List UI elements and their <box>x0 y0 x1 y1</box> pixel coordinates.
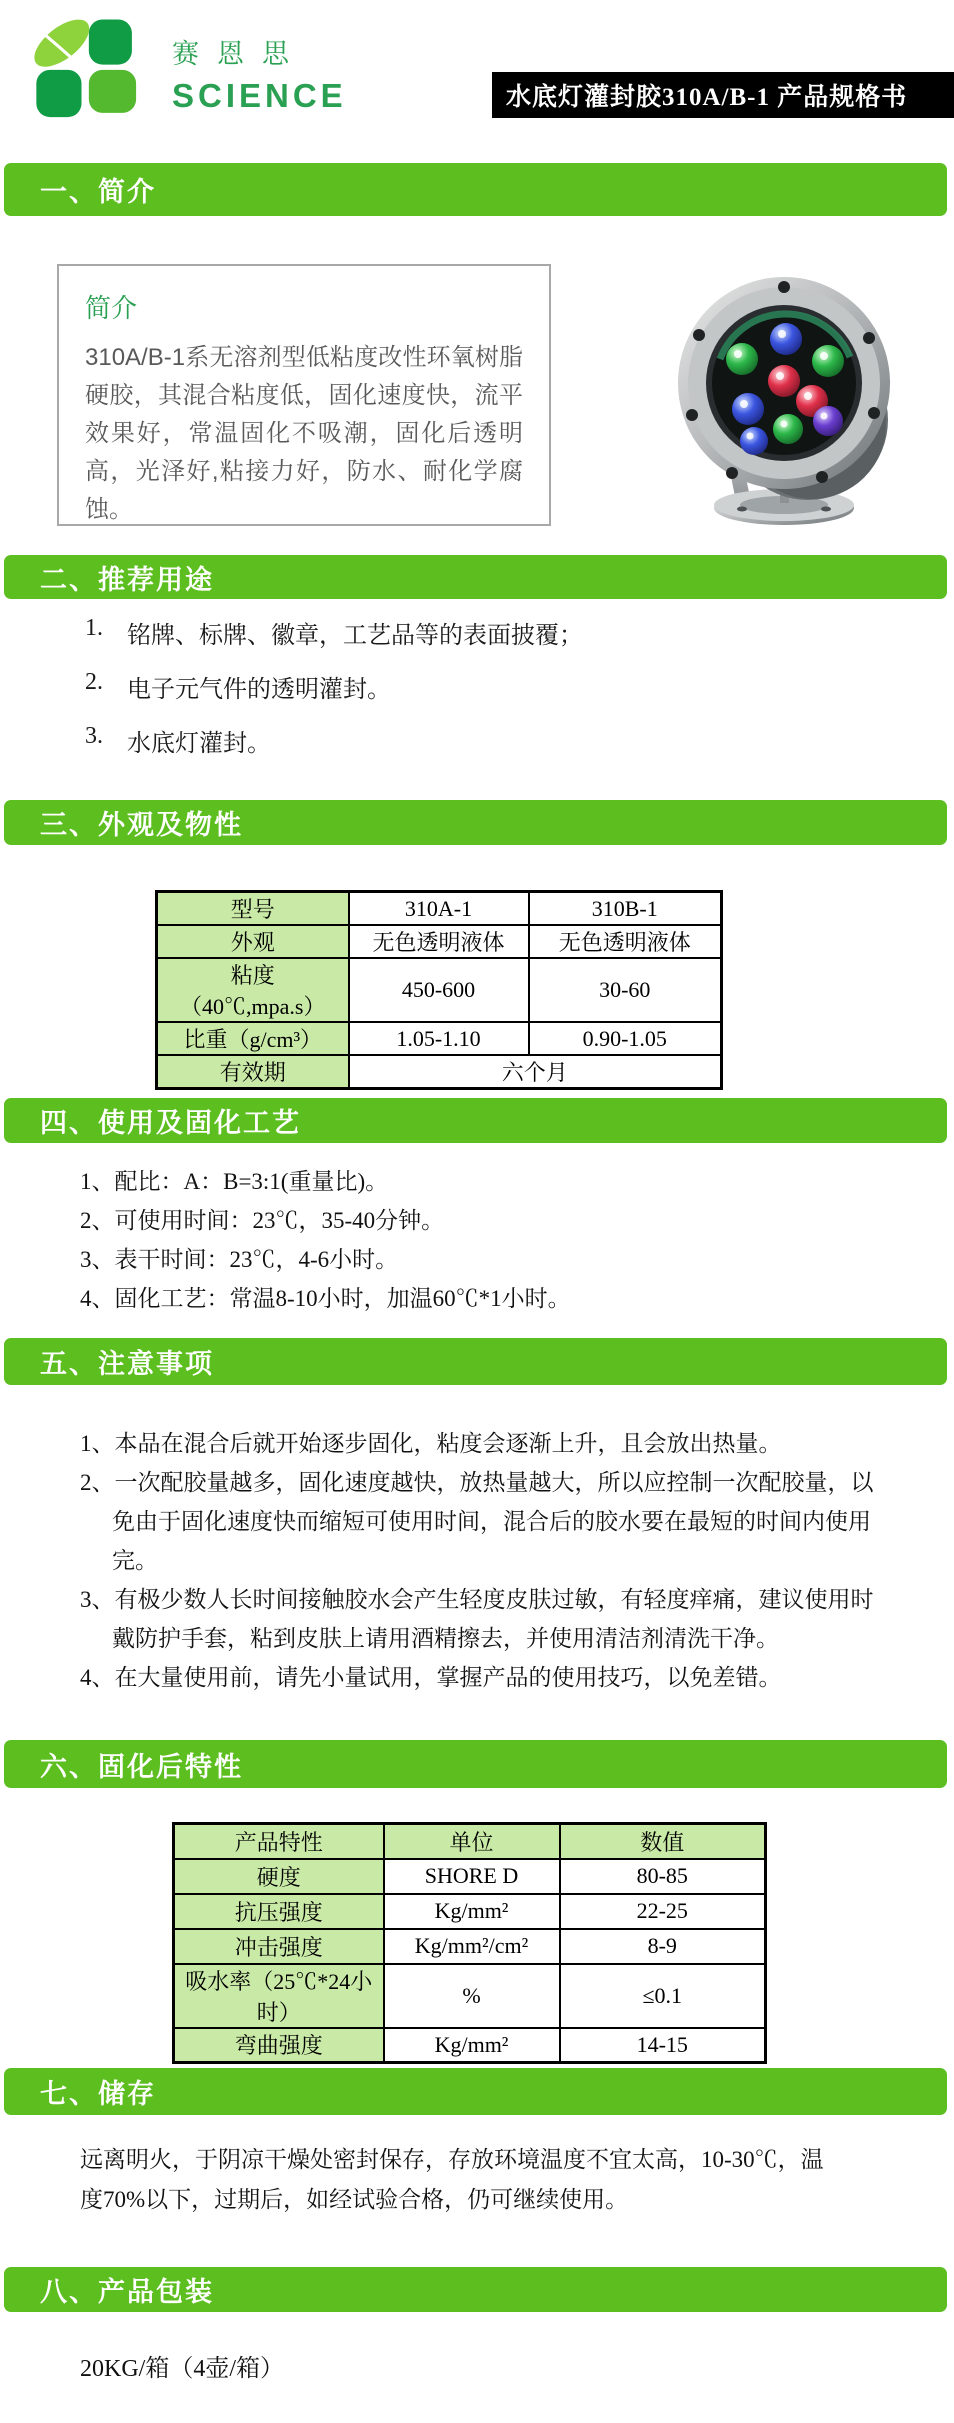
list-item-text: 4、在大量使用前，请先小量试用，掌握产品的使用技巧，以免差错。 <box>80 1665 782 1690</box>
table-row <box>157 1055 722 1089</box>
cell: 310A-1 <box>349 892 529 926</box>
list-item-text: 电子元气件的透明灌封。 <box>127 677 391 703</box>
document-title-bar <box>492 72 954 118</box>
cell: Kg/mm² <box>384 2028 560 2063</box>
cell: 80-85 <box>560 1859 766 1894</box>
row-label: 比重（g/cm³） <box>157 1022 349 1055</box>
list-item-text: 1、配比：A：B=3:1(重量比)。 <box>80 1169 389 1194</box>
table-row <box>174 1964 766 2028</box>
section-title: 六、固化后特性 <box>40 1751 243 1782</box>
section-title: 二、推荐用途 <box>40 564 214 595</box>
table-row <box>174 1859 766 1894</box>
section-title: 三、外观及物性 <box>40 810 243 840</box>
section-header-uses <box>4 555 947 599</box>
list-item-text: 2、一次配胶量越多，固化速度越快，放热量越大，所以应控制一次配胶量，以免由于固化速度快而缩短可使用时间，混合后的胶水要在最短的时间内使用完。 <box>80 1470 874 1573</box>
list-item-number: 2. <box>85 669 103 695</box>
cell: Kg/mm² <box>384 1894 560 1929</box>
cell: 0.90-1.05 <box>529 1022 722 1055</box>
list-item-text: 1、本品在混合后就开始逐步固化，粘度会逐渐上升，且会放出热量。 <box>80 1431 782 1456</box>
logo-text <box>172 32 347 115</box>
logo-cn-name: 赛恩思 <box>172 38 307 69</box>
appearance-properties-table <box>155 890 723 1090</box>
column-header: 数值 <box>560 1824 766 1859</box>
list-item <box>85 723 583 758</box>
section-title: 五、注意事项 <box>40 1349 214 1379</box>
section-header-storage <box>4 2068 947 2115</box>
row-label: 有效期 <box>157 1055 349 1089</box>
product-photo-underwater-light <box>632 255 910 535</box>
section-title: 一、简介 <box>40 177 156 207</box>
cell: 22-25 <box>560 1894 766 1929</box>
cell: 450-600 <box>349 958 529 1022</box>
section-header-precautions <box>4 1338 947 1385</box>
list-item-text: 铭牌、标牌、徽章，工艺品等的表面披覆； <box>127 623 583 649</box>
recommended-uses-list <box>85 615 583 777</box>
list-item-text: 4、固化工艺：常温8-10小时，加温60℃*1小时。 <box>80 1286 571 1311</box>
row-label: 硬度 <box>174 1859 384 1894</box>
section-header-packaging <box>4 2267 947 2312</box>
row-label: 冲击强度 <box>174 1929 384 1964</box>
row-label: 抗压强度 <box>174 1894 384 1929</box>
table-row <box>174 2028 766 2063</box>
table-header-row <box>174 1824 766 1859</box>
cell: Kg/mm²/cm² <box>384 1929 560 1964</box>
section-header-intro <box>4 163 947 216</box>
row-label: 型号 <box>157 892 349 926</box>
table-row <box>157 892 722 926</box>
section-title: 七、储存 <box>40 2079 156 2109</box>
list-item-number: 3. <box>85 723 103 749</box>
row-label: 吸水率（25℃*24小时） <box>174 1964 384 2028</box>
column-header: 单位 <box>384 1824 560 1859</box>
section-header-usage-curing <box>4 1098 947 1143</box>
precautions-list <box>80 1424 880 1697</box>
storage-text: 远离明火，于阴凉干燥处密封保存，存放环境温度不宜太高，10-30℃，温度70%以下，过期后，如经试验合格，仍可继续使用。 <box>80 2147 824 2212</box>
logo-en-name: SCIENCE <box>172 76 347 114</box>
list-item-text: 3、表干时间：23℃，4-6小时。 <box>80 1247 399 1272</box>
company-logo <box>28 10 347 136</box>
cell: 1.05-1.10 <box>349 1022 529 1055</box>
cell: 无色透明液体 <box>349 925 529 958</box>
intro-body-text: 310A/B-1系无溶剂型低粘度改性环氧树脂硬胶，其混合粘度低，固化速度快，流平效果好，常温固化不吸潮，固化后透明高，光泽好,粘接力好，防水、耐化学腐蚀。 <box>85 344 523 523</box>
table-row <box>157 925 722 958</box>
list-item <box>85 615 583 650</box>
table-row <box>174 1894 766 1929</box>
cell: 六个月 <box>349 1055 722 1089</box>
intro-heading: 简介 <box>85 293 138 323</box>
usage-curing-list <box>80 1162 571 1318</box>
cell: 310B-1 <box>529 892 722 926</box>
list-item-text: 2、可使用时间：23℃，35-40分钟。 <box>80 1208 445 1233</box>
packaging-text: 20KG/箱（4壶/箱） <box>80 2356 284 2382</box>
section-title: 四、使用及固化工艺 <box>40 1108 301 1138</box>
list-item <box>85 669 583 704</box>
section-header-cured-properties <box>4 1740 947 1788</box>
row-label: 弯曲强度 <box>174 2028 384 2063</box>
cell: SHORE D <box>384 1859 560 1894</box>
table-row <box>157 958 722 1022</box>
row-label: 粘度（40℃,mpa.s） <box>157 958 349 1022</box>
cell: 8-9 <box>560 1929 766 1964</box>
table-row <box>174 1929 766 1964</box>
section-header-appearance <box>4 800 947 845</box>
cell: 30-60 <box>529 958 722 1022</box>
list-item-text: 3、有极少数人长时间接触胶水会产生轻度皮肤过敏，有轻度痒痛，建议使用时戴防护手套，粘到皮肤上请用酒精擦去，并使用清洁剂清洗干净。 <box>80 1587 874 1651</box>
column-header: 产品特性 <box>174 1824 384 1859</box>
section-title: 八、产品包装 <box>40 2277 214 2307</box>
cell: 14-15 <box>560 2028 766 2063</box>
cell: % <box>384 1964 560 2028</box>
intro-box <box>57 264 551 526</box>
list-item-text: 水底灯灌封。 <box>127 731 271 757</box>
table-row <box>157 1022 722 1055</box>
cured-properties-table <box>172 1822 767 2064</box>
row-label: 外观 <box>157 925 349 958</box>
cell: 无色透明液体 <box>529 925 722 958</box>
list-item-number: 1. <box>85 615 103 641</box>
cell: ≤0.1 <box>560 1964 766 2028</box>
document-title: 水底灯灌封胶310A/B-1 产品规格书 <box>506 84 908 111</box>
logo-leaf-icon <box>28 10 156 136</box>
